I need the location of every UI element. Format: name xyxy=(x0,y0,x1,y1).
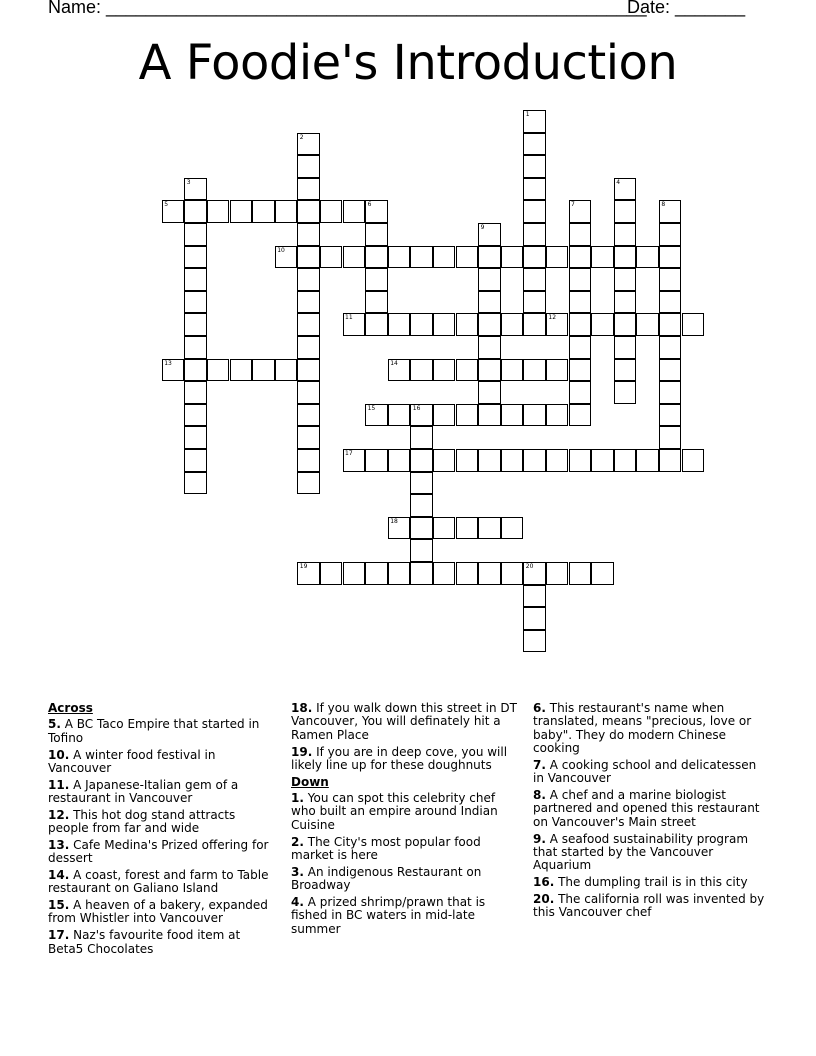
grid-cell[interactable] xyxy=(410,539,433,562)
clue-number: 3 xyxy=(186,178,191,186)
grid-cell[interactable] xyxy=(614,291,637,314)
grid-cell[interactable] xyxy=(297,562,320,585)
grid-cell[interactable] xyxy=(569,313,592,336)
clue-number: 7 xyxy=(571,201,575,209)
grid-cell[interactable] xyxy=(433,359,456,382)
grid-cell[interactable] xyxy=(569,562,592,585)
grid-cell[interactable] xyxy=(456,246,479,269)
grid-cell[interactable] xyxy=(297,223,320,246)
grid-cell[interactable] xyxy=(478,291,501,314)
grid-cell[interactable] xyxy=(388,449,411,472)
grid-cell[interactable] xyxy=(410,517,433,540)
date-field[interactable]: Date: _______ xyxy=(627,0,746,17)
grid-cell[interactable] xyxy=(478,562,501,585)
page-title: A Foodie's Introduction xyxy=(138,35,678,91)
grid-cell[interactable] xyxy=(523,110,546,133)
grid-cell[interactable] xyxy=(682,313,705,336)
grid-cell[interactable] xyxy=(591,246,614,269)
grid-cell[interactable] xyxy=(523,562,546,585)
grid-cell[interactable] xyxy=(523,155,546,178)
grid-cell[interactable] xyxy=(501,562,524,585)
grid-cell[interactable] xyxy=(320,562,343,585)
grid-cell[interactable] xyxy=(230,200,253,223)
grid-cell[interactable] xyxy=(523,404,546,427)
clue-across-11: 11. A Japanese-Italian gem of a restaurant in Vancouver xyxy=(48,777,239,806)
grid-cell[interactable] xyxy=(501,449,524,472)
grid-cell[interactable] xyxy=(659,246,682,269)
grid-cell[interactable] xyxy=(478,517,501,540)
grid-cell[interactable] xyxy=(614,268,637,291)
grid-cell[interactable] xyxy=(478,449,501,472)
grid-cell[interactable] xyxy=(365,291,388,314)
grid-cell[interactable] xyxy=(275,246,298,269)
grid-cell[interactable] xyxy=(659,336,682,359)
clue-down-8: 8. A chef and a marine biologist partnered and opened this restaurant on Vancouver's Main street xyxy=(533,788,760,829)
grid-cell[interactable] xyxy=(388,562,411,585)
grid-cell[interactable] xyxy=(569,223,592,246)
grid-cell[interactable] xyxy=(523,607,546,630)
grid-cell[interactable] xyxy=(523,268,546,291)
grid-cell[interactable] xyxy=(569,268,592,291)
grid-cell[interactable] xyxy=(433,562,456,585)
grid-cell[interactable] xyxy=(343,200,366,223)
grid-cell[interactable] xyxy=(297,404,320,427)
grid-cell[interactable] xyxy=(478,268,501,291)
grid-cell[interactable] xyxy=(410,246,433,269)
grid-cell[interactable] xyxy=(162,200,185,223)
grid-cell[interactable] xyxy=(184,313,207,336)
grid-cell[interactable] xyxy=(388,313,411,336)
grid-cell[interactable] xyxy=(184,246,207,269)
clue-number: 1 xyxy=(525,111,530,118)
grid-cell[interactable] xyxy=(478,336,501,359)
grid-cell[interactable] xyxy=(433,313,456,336)
clue-across-14: 14. A coast, forest and farm to Table restaurant on Galiano Island xyxy=(48,867,269,896)
grid-cell[interactable] xyxy=(546,562,569,585)
grid-cell[interactable] xyxy=(659,268,682,291)
grid-cell[interactable] xyxy=(433,246,456,269)
grid-cell[interactable] xyxy=(614,313,637,336)
grid-cell[interactable] xyxy=(523,200,546,223)
grid-cell[interactable] xyxy=(456,449,479,472)
grid-cell[interactable] xyxy=(523,291,546,314)
grid-cell[interactable] xyxy=(659,313,682,336)
clue-number: 11 xyxy=(345,314,353,322)
grid-cell[interactable] xyxy=(365,562,388,585)
clue-down-1: 1. You can spot this celebrity chef who built an empire around Indian Cuisine xyxy=(291,791,498,832)
clue-across-15: 15. A heaven of a bakery, expanded from Whistler into Vancouver xyxy=(48,898,268,926)
grid-cell[interactable] xyxy=(207,200,230,223)
grid-cell[interactable] xyxy=(410,313,433,336)
clue-number: 14 xyxy=(390,359,398,367)
grid-cell[interactable] xyxy=(433,449,456,472)
grid-cell[interactable] xyxy=(546,246,569,269)
clue-across-19: 19. If you are in deep cove, you will likely line up for these doughnuts xyxy=(291,744,508,772)
grid-cell[interactable] xyxy=(523,223,546,246)
grid-cell[interactable] xyxy=(297,381,320,404)
grid-cell[interactable] xyxy=(184,359,207,382)
grid-cell[interactable] xyxy=(184,404,207,427)
grid-cell[interactable] xyxy=(162,359,185,382)
grid-cell[interactable] xyxy=(456,404,479,427)
grid-cell[interactable] xyxy=(523,313,546,336)
grid-cell[interactable] xyxy=(297,268,320,291)
grid-cell[interactable] xyxy=(501,517,524,540)
grid-cell[interactable] xyxy=(478,223,501,246)
grid-cell[interactable] xyxy=(501,404,524,427)
grid-cell[interactable] xyxy=(365,449,388,472)
grid-cell[interactable] xyxy=(523,585,546,608)
grid-cell[interactable] xyxy=(636,313,659,336)
grid-cell[interactable] xyxy=(297,336,320,359)
grid-cell[interactable] xyxy=(297,472,320,495)
grid-cell[interactable] xyxy=(410,494,433,517)
grid-cell[interactable] xyxy=(591,449,614,472)
grid-cell[interactable] xyxy=(614,381,637,404)
grid-cell[interactable] xyxy=(343,246,366,269)
name-field[interactable]: Name: ______________________________________________________ xyxy=(48,0,647,17)
grid-cell[interactable] xyxy=(659,359,682,382)
clue-number: 5 xyxy=(164,201,169,209)
grid-cell[interactable] xyxy=(501,246,524,269)
grid-cell[interactable] xyxy=(614,246,637,269)
grid-cell[interactable] xyxy=(388,359,411,382)
clue-number: 12 xyxy=(548,314,557,322)
grid-cell[interactable] xyxy=(659,291,682,314)
grid-cell[interactable] xyxy=(297,291,320,314)
clue-down-16: 16. The dumpling trail is in this city xyxy=(533,875,748,890)
grid-cell[interactable] xyxy=(569,381,592,404)
grid-cell[interactable] xyxy=(614,178,637,201)
clue-number: 8 xyxy=(661,201,666,209)
clue-number: 16 xyxy=(412,404,421,412)
clue-number: 15 xyxy=(367,404,376,412)
grid-cell[interactable] xyxy=(365,268,388,291)
clue-across-12: 12. This hot dog stand attracts people from far and wide xyxy=(48,807,236,836)
grid-cell[interactable] xyxy=(433,404,456,427)
clue-across-18: 18. If you walk down this street in DT Vancouver, You will definately hit a Ramen Place xyxy=(291,701,517,742)
grid-cell[interactable] xyxy=(478,359,501,382)
grid-cell[interactable] xyxy=(365,313,388,336)
clue-down-4: 4. A prized shrimp/prawn that is fished in BC waters in mid-late summer xyxy=(291,894,486,936)
grid-cell[interactable] xyxy=(569,359,592,382)
grid-cell[interactable] xyxy=(184,336,207,359)
grid-cell[interactable] xyxy=(365,223,388,246)
grid-cell[interactable] xyxy=(569,291,592,314)
clue-down-9: 9. A seafood sustainability program that started by the Vancouver Aquarium xyxy=(533,831,749,873)
grid-cell[interactable] xyxy=(614,449,637,472)
clue-down-2: 2. The City's most popular food market is here xyxy=(291,834,481,862)
grid-cell[interactable] xyxy=(478,246,501,269)
clue-down-6: 6. This restaurant's name when translated, means "precious, love or baby". They do modern Chinese cooking xyxy=(533,701,752,756)
clue-across-13: 13. Cafe Medina's Prized offering for dessert xyxy=(48,837,269,866)
clue-number: 4 xyxy=(616,178,621,186)
grid-cell[interactable] xyxy=(365,246,388,269)
grid-cell[interactable] xyxy=(410,472,433,495)
clue-column-2 xyxy=(291,702,519,939)
grid-cell[interactable] xyxy=(636,246,659,269)
grid-cell[interactable] xyxy=(523,178,546,201)
clue-across-10: 10. A winter food festival in Vancouver xyxy=(48,747,216,775)
grid-cell[interactable] xyxy=(614,223,637,246)
clue-number: 2 xyxy=(299,133,304,141)
clue-down-7: 7. A cooking school and delicatessen in Vancouver xyxy=(533,757,757,786)
grid-cell[interactable] xyxy=(523,359,546,382)
grid-cell[interactable] xyxy=(523,630,546,653)
grid-cell[interactable] xyxy=(546,313,569,336)
grid-cell[interactable] xyxy=(456,562,479,585)
grid-cell[interactable] xyxy=(569,200,592,223)
grid-cell[interactable] xyxy=(456,517,479,540)
grid-cell[interactable] xyxy=(297,246,320,269)
grid-cell[interactable] xyxy=(636,449,659,472)
clue-number: 6 xyxy=(367,201,372,209)
grid-cell[interactable] xyxy=(388,517,411,540)
clue-number: 10 xyxy=(277,246,285,254)
grid-cell[interactable] xyxy=(320,246,343,269)
clue-column-3 xyxy=(533,702,767,923)
clue-across-5: 5. A BC Taco Empire that started in Tofino xyxy=(48,717,260,745)
grid-cell[interactable] xyxy=(410,449,433,472)
grid-cell[interactable] xyxy=(546,449,569,472)
grid-cell[interactable] xyxy=(569,246,592,269)
grid-cell[interactable] xyxy=(184,449,207,472)
grid-cell[interactable] xyxy=(410,359,433,382)
grid-cell[interactable] xyxy=(184,268,207,291)
grid-cell[interactable] xyxy=(410,404,433,427)
grid-cell[interactable] xyxy=(184,426,207,449)
grid-cell[interactable] xyxy=(230,359,253,382)
grid-cell[interactable] xyxy=(501,313,524,336)
grid-cell[interactable] xyxy=(297,133,320,156)
grid-cell[interactable] xyxy=(523,449,546,472)
down-heading: Down xyxy=(291,774,329,789)
grid-cell[interactable] xyxy=(523,246,546,269)
grid-cell[interactable] xyxy=(410,562,433,585)
grid-cell[interactable] xyxy=(184,178,207,201)
across-heading: Across xyxy=(48,701,93,715)
clue-across-17: 17. Naz's favourite food item at Beta5 Chocolates xyxy=(48,928,241,956)
grid-cell[interactable] xyxy=(682,449,705,472)
grid-cell[interactable] xyxy=(569,404,592,427)
grid-cell[interactable] xyxy=(433,517,456,540)
grid-cell[interactable] xyxy=(297,155,320,178)
grid-cell[interactable] xyxy=(343,562,366,585)
grid-cell[interactable] xyxy=(546,359,569,382)
grid-cell[interactable] xyxy=(659,449,682,472)
clue-number: 9 xyxy=(480,224,485,231)
clue-number: 20 xyxy=(525,563,534,570)
grid-cell[interactable] xyxy=(388,404,411,427)
grid-cell[interactable] xyxy=(184,381,207,404)
grid-cell[interactable] xyxy=(297,313,320,336)
grid-cell[interactable] xyxy=(659,223,682,246)
grid-cell[interactable] xyxy=(546,404,569,427)
grid-cell[interactable] xyxy=(184,223,207,246)
grid-cell[interactable] xyxy=(456,313,479,336)
grid-cell[interactable] xyxy=(343,313,366,336)
clue-down-20: 20. The california roll was invented by this Vancouver chef xyxy=(533,891,765,920)
grid-cell[interactable] xyxy=(388,246,411,269)
grid-cell[interactable] xyxy=(184,472,207,495)
grid-cell[interactable] xyxy=(591,562,614,585)
grid-cell[interactable] xyxy=(569,449,592,472)
grid-cell[interactable] xyxy=(252,200,275,223)
grid-cell[interactable] xyxy=(614,359,637,382)
grid-cell[interactable] xyxy=(207,359,230,382)
grid-cell[interactable] xyxy=(614,336,637,359)
grid-cell[interactable] xyxy=(478,404,501,427)
grid-cell[interactable] xyxy=(456,359,479,382)
grid-cell[interactable] xyxy=(297,359,320,382)
grid-cell[interactable] xyxy=(275,200,298,223)
grid-cell[interactable] xyxy=(184,291,207,314)
grid-cell[interactable] xyxy=(184,200,207,223)
grid-cell[interactable] xyxy=(659,200,682,223)
grid-cell[interactable] xyxy=(252,359,275,382)
grid-cell[interactable] xyxy=(478,381,501,404)
grid-cell[interactable] xyxy=(410,426,433,449)
grid-cell[interactable] xyxy=(297,426,320,449)
clue-number: 18 xyxy=(390,517,398,525)
clue-number: 17 xyxy=(345,450,353,457)
grid-cell[interactable] xyxy=(343,449,366,472)
clue-number: 19 xyxy=(299,563,308,570)
grid-cell[interactable] xyxy=(501,359,524,382)
clue-down-3: 3. An indigenous Restaurant on Broadway xyxy=(291,864,482,893)
grid-cell[interactable] xyxy=(275,359,298,382)
grid-cell[interactable] xyxy=(569,336,592,359)
grid-cell[interactable] xyxy=(659,426,682,449)
clue-column-1 xyxy=(48,702,276,959)
grid-cell[interactable] xyxy=(365,200,388,223)
grid-cell[interactable] xyxy=(297,178,320,201)
grid-cell[interactable] xyxy=(591,313,614,336)
grid-cell[interactable] xyxy=(659,404,682,427)
grid-cell[interactable] xyxy=(614,200,637,223)
grid-cell[interactable] xyxy=(523,133,546,156)
grid-cell[interactable] xyxy=(659,381,682,404)
grid-cell[interactable] xyxy=(365,404,388,427)
grid-cell[interactable] xyxy=(297,200,320,223)
grid-cell[interactable] xyxy=(320,200,343,223)
clue-number: 13 xyxy=(164,359,172,367)
grid-cell[interactable] xyxy=(297,449,320,472)
grid-cell[interactable] xyxy=(478,313,501,336)
